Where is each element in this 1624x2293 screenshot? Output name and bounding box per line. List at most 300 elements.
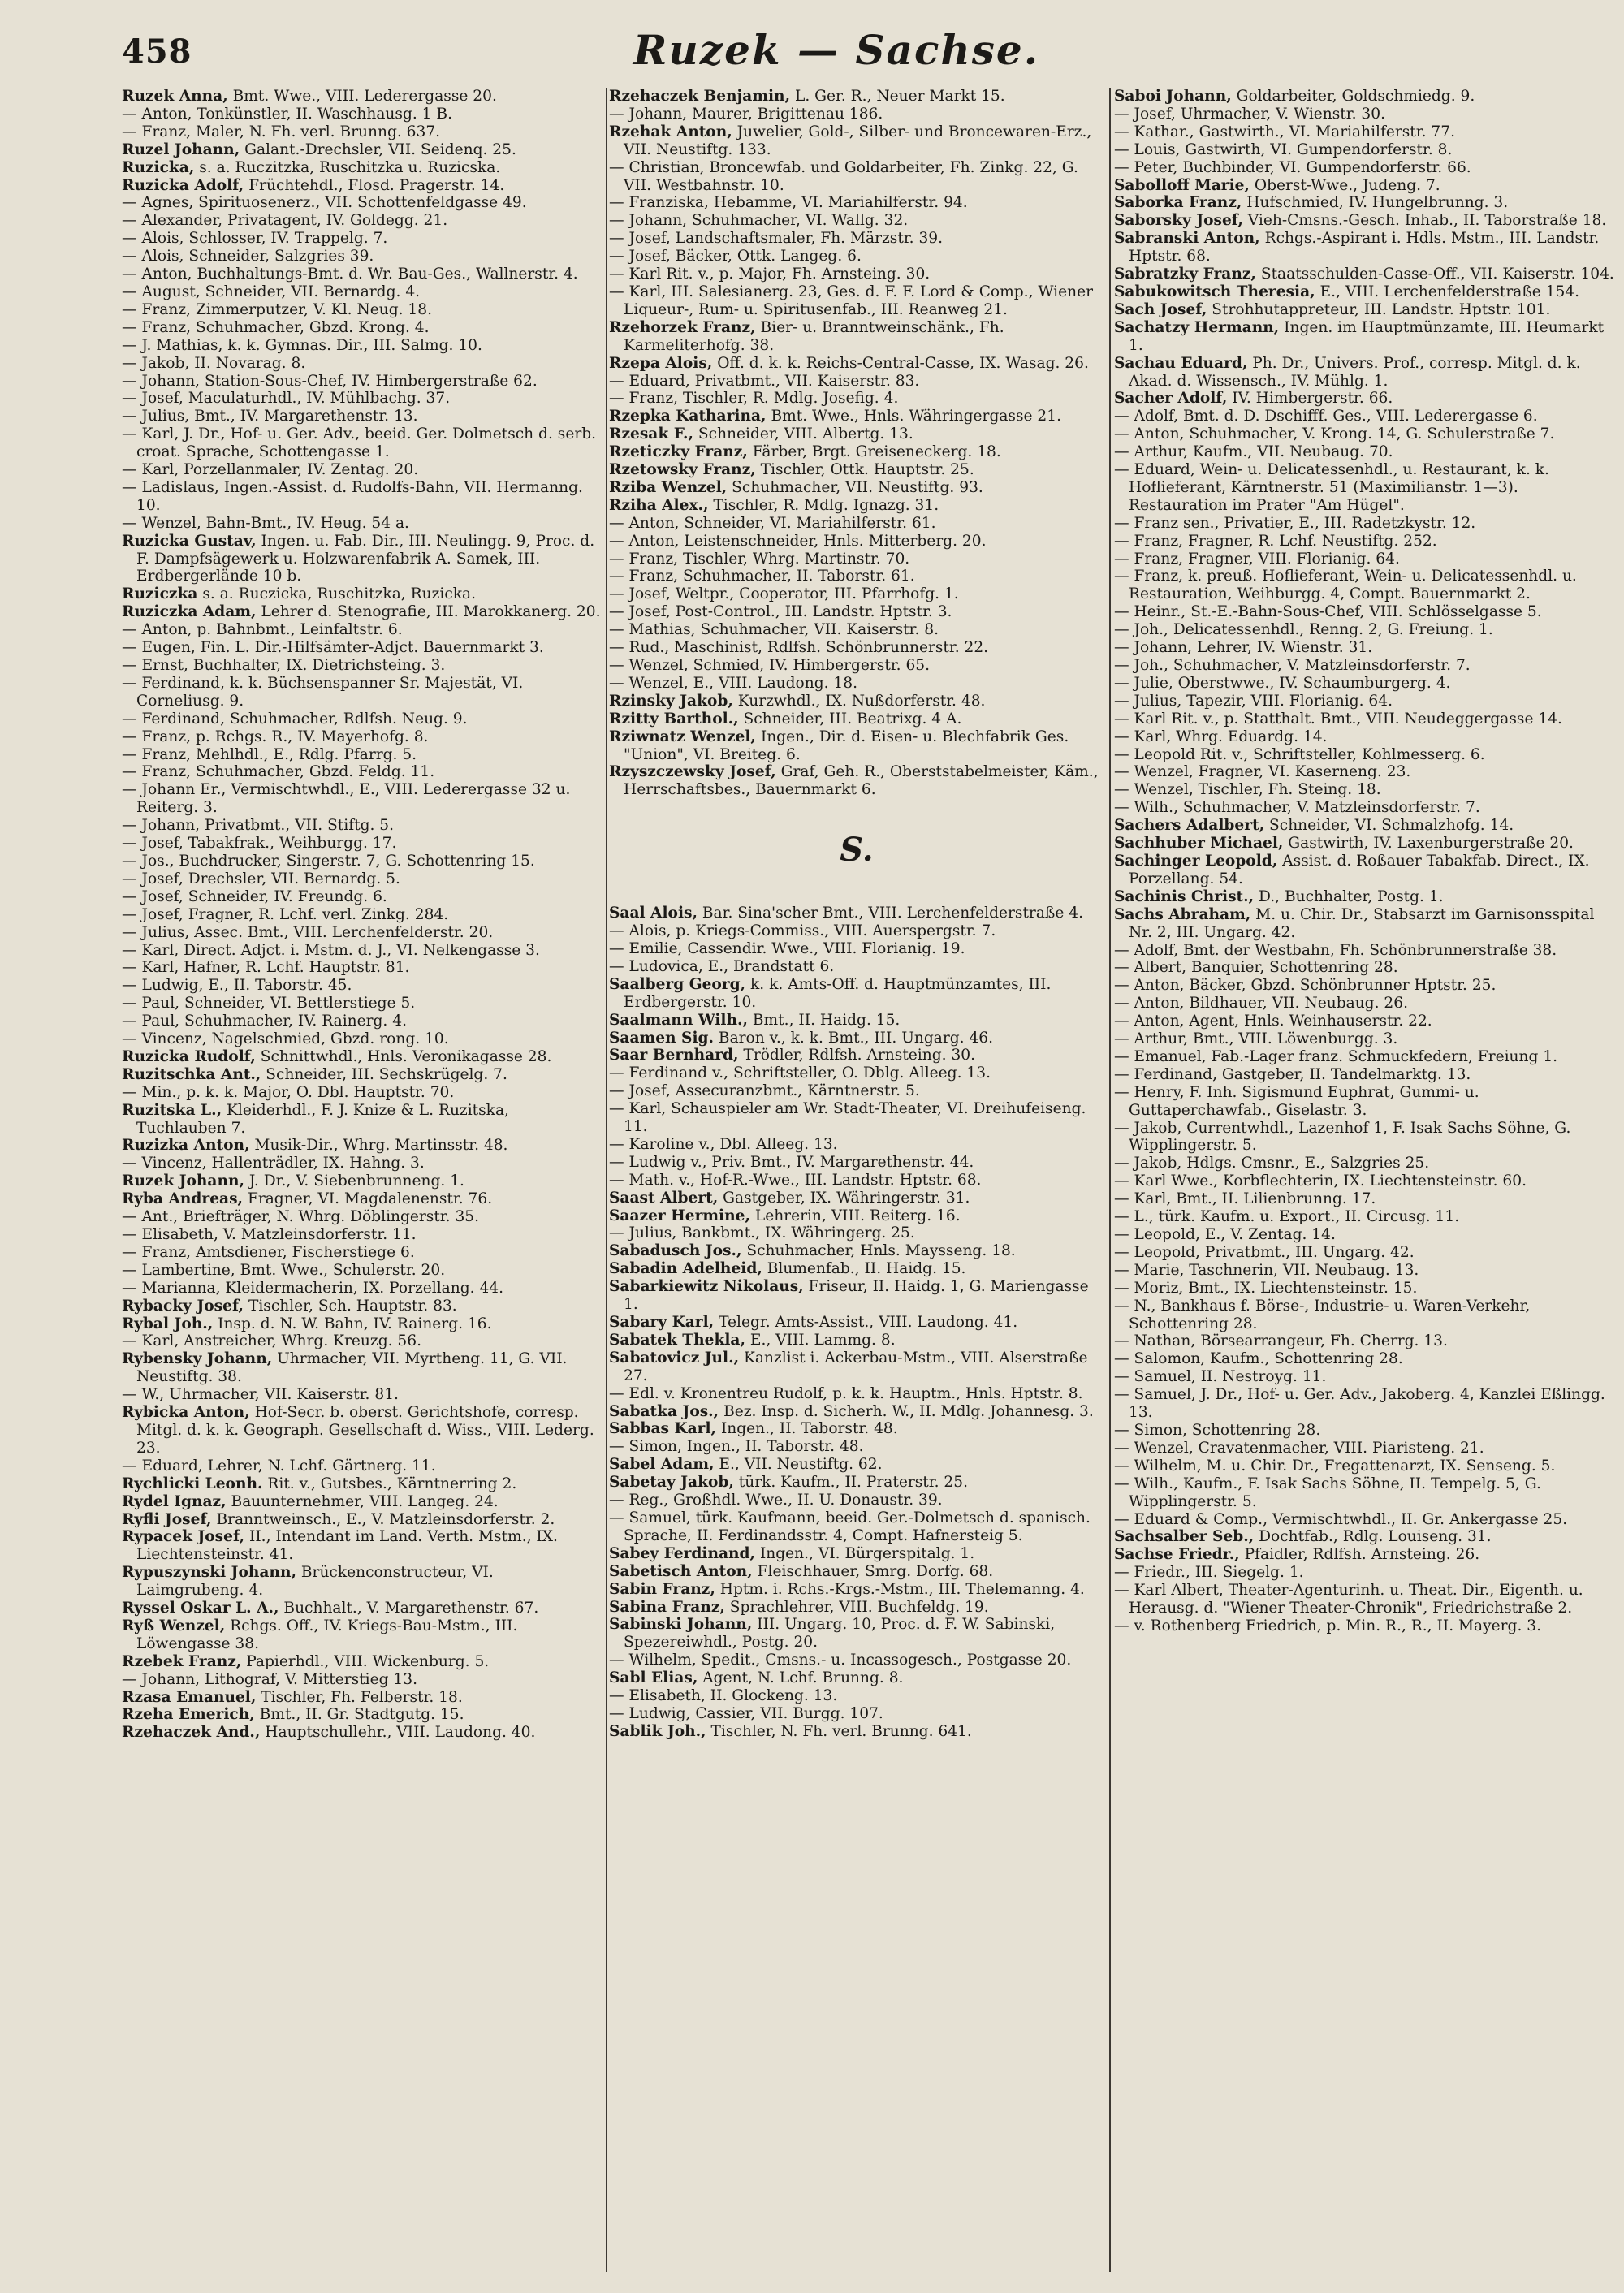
entry-details: Sprachlehrer, VIII. Buchfeldg. 19. [729,1598,989,1616]
entry-details: Telegr. Amts-Assist., VIII. Laudong. 41. [719,1314,1018,1331]
directory-entry [609,976,1104,1012]
directory-entry [1114,515,1618,533]
entry-details: Goldarbeiter, Goldschmiedg. 9. [1236,88,1475,105]
directory-entry [1114,1422,1618,1440]
entry-surname: Rzetowsky Franz, [609,461,756,479]
directory-entry [122,1155,603,1172]
directory-entry [609,230,1104,248]
directory-entry [122,870,603,888]
directory-entry [1114,461,1618,515]
entry-details: — Franz, Mehlhdl., E., Rdlg. Pfarrg. 5. [122,745,417,763]
directory-entry [609,1030,1104,1047]
directory-entry [1114,781,1618,799]
entry-details: — Anton, Bildhauer, VII. Neubaug. 26. [1114,995,1408,1013]
directory-entry [122,1528,603,1564]
directory-entry [122,977,603,995]
entry-details: — Jakob, Currentwhdl., Lazenhof 1, F. Isak Sachs Söhne, G. Wipplingerstr. 5. [1114,1119,1571,1155]
directory-entry [122,1386,603,1404]
entry-details: — Ferdinand, Gastgeber, II. Tandelmarktg. 13. [1114,1065,1471,1083]
directory-entry [609,1207,1104,1225]
directory-entry [609,1332,1104,1349]
entry-details: — Henry, F. Inh. Sigismund Euphrat, Gummi- u. Guttaperchawfab., Giselastr. 3. [1114,1083,1479,1119]
directory-entry [122,621,603,639]
directory-entry [122,817,603,835]
directory-entry [122,390,603,408]
entry-details: — Peter, Buchbinder, VI. Gumpendorferstr. 66. [1114,158,1471,176]
directory-entry [122,1048,603,1066]
directory-entry [609,1224,1104,1242]
entry-details: — Karl, Direct. Adjct. i. Mstm. d. J., VI. Nelkengasse 3. [122,941,540,959]
directory-entry [122,266,603,283]
entry-surname: Sabetisch Anton, [609,1562,753,1580]
entry-details: E., VII. Neustiftg. 62. [719,1456,883,1474]
entry-details: — Reg., Großhdl. Wwe., II. U. Donaustr. 39. [609,1492,943,1509]
directory-entry [122,781,603,817]
entry-details: Branntweinsch., E., V. Matzleinsdorferstr. 2. [216,1510,555,1528]
entry-details: — Ladislaus, Ingen.-Assist. d. Rudolfs-Bahn, VII. Hermanng. 10. [122,478,583,514]
directory-entry [1114,88,1618,106]
entry-details: — Math. v., Hof-R.-Wwe., III. Landstr. Hptstr. 68. [609,1171,982,1189]
entry-details: Tischler, Ottk. Hauptstr. 25. [760,461,974,479]
entry-details: Tischler, Sch. Hauptstr. 83. [248,1297,457,1315]
directory-entry [609,319,1104,355]
entry-details: — Franz, Tischler, R. Mdlg. Josefig. 4. [609,390,899,408]
directory-entry [609,1314,1104,1332]
entry-details: — Ludwig, Cassier, VII. Burgg. 107. [609,1704,883,1722]
directory-entry [609,1403,1104,1421]
directory-entry [1114,888,1618,906]
directory-entry [122,1137,603,1155]
directory-entry [1114,1190,1618,1208]
entry-details: — Edl. v. Kronentreu Rudolf, p. k. k. Hauptm., Hnls. Hptstr. 8. [609,1384,1083,1402]
directory-entry [609,1545,1104,1563]
directory-entry [609,693,1104,710]
entry-surname: Rypacek Josef, [122,1528,245,1546]
entry-details: Kanzlist i. Ackerbau-Mstm., VIII. Alserstraße 27. [624,1349,1088,1384]
entry-details: — Josef, Schneider, IV. Freundg. 6. [122,887,387,905]
entry-details: — Wenzel, Cravatenmacher, VIII. Piaristeng. 21. [1114,1439,1484,1457]
entry-details: — Karl, Hafner, R. Lchf. Hauptstr. 81. [122,959,410,977]
directory-entry [1114,746,1618,764]
entry-details: Bar. Sina'scher Bmt., VIII. Lerchenfelderstraße 4. [702,905,1083,922]
entry-details: E., VIII. Lammg. 8. [749,1331,896,1349]
directory-entry [609,551,1104,568]
entry-details: — Joh., Delicatessenhdl., Renng. 2, G. Freiung. 1. [1114,621,1493,639]
directory-entry [609,1599,1104,1617]
entry-surname: Rypuszynski Johann, [122,1564,296,1582]
entry-surname: Rybal Joh., [122,1315,214,1332]
entry-details: Musik-Dir., Whrg. Martinsstr. 48. [254,1137,508,1155]
entry-surname: Ruzicka Rudolf, [122,1047,256,1065]
entry-details: — Simon, Ingen., II. Taborstr. 48. [609,1438,864,1456]
directory-entry [122,159,603,177]
entry-details: — Anton, Buchhaltungs-Bmt. d. Wr. Bau-Ges., Wallnerstr. 4. [122,266,578,283]
entry-details: — Rud., Maschinist, Rdlfsh. Schönbrunnerstr. 22. [609,639,989,657]
directory-entry [1114,657,1618,675]
directory-entry [122,710,603,728]
directory-entry [609,1260,1104,1278]
entry-details: L. Ger. R., Neuer Markt 15. [794,88,1005,105]
directory-entry [609,515,1104,533]
directory-entry [122,533,603,586]
directory-entry [609,621,1104,639]
directory-entry [122,106,603,123]
entry-details: Rchgs.-Aspirant i. Hdls. Mstm., III. Landstr. Hptstr. 68. [1129,230,1600,266]
directory-entry [122,1475,603,1493]
directory-entry [122,1084,603,1102]
directory-entry [122,1030,603,1048]
directory-entry [122,461,603,479]
entry-details: — Vincenz, Nagelschmied, Gbzd. rong. 10. [122,1030,449,1048]
entry-details: — Elisabeth, II. Glockeng. 13. [609,1687,838,1705]
entry-details: — Leopold Rit. v., Schriftsteller, Kohlmesserg. 6. [1114,745,1485,763]
entry-surname: Saborsky Josef, [1114,212,1243,230]
entry-details: — Josef, Assecuranzbmt., Kärntnerstr. 5. [609,1082,920,1100]
entry-details: — Jakob, Hdlgs. Cmsnr., E., Salzgries 25. [1114,1155,1430,1172]
directory-entry [1114,551,1618,568]
entry-details: — Leopold, E., V. Zentag. 14. [1114,1226,1336,1243]
entry-surname: Sabatek Thekla, [609,1331,745,1349]
directory-entry [1114,1350,1618,1368]
entry-details: — Agnes, Spirituosenerz., VII. Schottenfeldgasse 49. [122,194,527,212]
entry-details: Ingen. u. Fab. Dir., III. Neulingg. 9, Proc. d. F. Dampfsägewerk u. Holzwarenfabrik A. Samek, III. Erdbergerlände 10 b. [136,532,595,585]
directory-entry [1114,621,1618,639]
directory-entry [122,123,603,141]
entry-details: Tischler, Fh. Felberstr. 18. [261,1688,463,1706]
directory-entry [1114,1440,1618,1457]
entry-details: Papierhdl., VIII. Wickenburg. 5. [246,1652,490,1670]
directory-entry [1114,693,1618,710]
entry-surname: Rzeha Emerich, [122,1706,255,1724]
directory-entry [1114,355,1618,391]
entry-details: Schneider, VI. Schmalzhofg. 14. [1269,817,1514,835]
entry-details: türk. Kaufm., II. Praterstr. 25. [738,1474,968,1492]
entry-surname: Sabbas Karl, [609,1420,717,1438]
entry-details: Schneider, III. Sechskrügelg. 7. [266,1065,508,1083]
directory-entry [609,1492,1104,1509]
directory-entry [609,1669,1104,1687]
directory-entry [122,906,603,924]
entry-surname: Sabratzky Franz, [1114,266,1256,283]
entry-details: — Wenzel, Bahn-Bmt., IV. Heug. 54 a. [122,514,409,532]
entry-details: — Wenzel, Tischler, Fh. Steing. 18. [1114,781,1381,799]
entry-details: Kleiderhdl., F. J. Knize & L. Ruzitska, Tuchlauben 7. [136,1101,509,1137]
directory-entry [609,585,1104,603]
entry-details: — L., türk. Kaufm. u. Export., II. Circusg. 11. [1114,1208,1460,1226]
entry-details: — Ferdinand v., Schriftsteller, O. Dblg. Alleeg. 13. [609,1064,991,1082]
entry-details: Schneider, III. Beatrixg. 4 A. [743,710,962,728]
entry-surname: Sachinger Leopold, [1114,852,1278,870]
directory-entry [122,1706,603,1724]
entry-details: — Marie, Taschnerin, VII. Neubaug. 13. [1114,1261,1419,1279]
directory-entry [1114,301,1618,319]
entry-surname: Rzepka Katharina, [609,408,767,425]
entry-details: — Karl, Bmt., II. Lilienbrunng. 17. [1114,1190,1376,1208]
entry-surname: Rziba Wenzel, [609,478,728,496]
directory-entry [122,675,603,710]
entry-surname: Rzyszczewsky Josef, [609,763,776,781]
directory-entry [609,940,1104,958]
entry-details: Ingen., II. Taborstr. 48. [720,1420,898,1438]
entry-details: II., Intendant im Land. Verth. Mstm., IX. Liechtensteinstr. 41. [136,1528,558,1564]
entry-details: — Franz, Maler, N. Fh. verl. Brunng. 637. [122,123,441,140]
directory-entry [1114,1030,1618,1048]
directory-entry [122,853,603,870]
entry-details: — Josef, Bäcker, Ottk. Langeg. 6. [609,248,862,266]
directory-entry [122,728,603,746]
entry-surname: Rzesak F., [609,425,693,443]
directory-entry [122,248,603,266]
directory-entry [1114,942,1618,960]
entry-details: Fragner, VI. Magdalenenstr. 76. [247,1190,493,1208]
entry-details: — Franz, k. preuß. Hoflieferant, Wein- u. Delicatessenhdl. u. Restauration, Weihburgg. 4, Compt. Bauernmarkt 2. [1114,568,1577,603]
entry-details: — Josef, Post-Control., III. Landstr. Hptstr. 3. [609,603,952,621]
entry-details: — Eduard, Lehrer, N. Lchf. Gärtnerg. 11. [122,1457,436,1475]
directory-entry [122,1190,603,1208]
entry-surname: Sachinis Christ., [1114,887,1255,905]
directory-entry [609,1242,1104,1260]
entry-surname: Saazer Hermine, [609,1207,750,1224]
entry-details: — Anton, Leistenschneider, Hnls. Mitterberg. 20. [609,532,987,550]
directory-entry [122,1671,603,1689]
entry-surname: Sabina Franz, [609,1598,725,1616]
column-divider-right [1109,88,1111,2272]
entry-surname: Rzitty Barthol., [609,710,739,728]
entry-details: Gastgeber, IX. Währingerstr. 31. [723,1189,970,1207]
directory-entry [1114,817,1618,835]
entry-details: M. u. Chir. Dr., Stabsarzt im Garnisonsspital Nr. 2, III. Ungarg. 42. [1129,905,1595,941]
entry-details: — Karl Albert, Theater-Agenturinh. u. Theat. Dir., Eigenth. u. Herausg. d. "Wiener Theater-Chronik", Friedrichstraße 2. [1114,1582,1583,1617]
directory-entry [122,301,603,319]
directory-entry [122,1404,603,1457]
entry-surname: Rziwnatz Wenzel, [609,728,756,745]
entry-details: Oberst-Wwe., Judeng. 7. [1254,176,1440,194]
entry-details: Rit. v., Gutsbes., Kärntnerring 2. [267,1475,517,1492]
entry-details: Gastwirth, IV. Laxenburgerstraße 20. [1288,835,1574,853]
entry-details: — Wenzel, E., VIII. Laudong. 18. [609,674,858,692]
entry-details: — Samuel, II. Nestroyg. 11. [1114,1368,1327,1386]
directory-entry [1114,1298,1618,1333]
entry-details: E., VIII. Lerchenfelderstraße 154. [1320,283,1580,300]
entry-details: — Johann Er., Vermischtwhdl., E., VIII. Lederergasse 32 u. Reiterg. 3. [122,781,571,817]
entry-details: Bmt. Wwe., Hnls. Währingergasse 21. [771,408,1062,425]
entry-details: — Jakob, II. Novarag. 8. [122,354,306,372]
directory-entry [609,1705,1104,1723]
entry-surname: Ruzicka Adolf, [122,176,244,194]
directory-entry [1114,853,1618,888]
directory-entry [1114,728,1618,746]
entry-details: — Karl, Whrg. Eduardg. 14. [1114,728,1328,745]
directory-entry [609,1474,1104,1492]
directory-entry [609,763,1104,799]
entry-surname: Sabukowitsch Theresia, [1114,283,1315,300]
directory-entry [122,283,603,301]
entry-details: — Julie, Oberstwwe., IV. Schaumburgerg. 4. [1114,674,1451,692]
entry-details: Baron v., k. k. Bmt., III. Ungarg. 46. [718,1029,994,1047]
directory-entry [1114,1528,1618,1546]
directory-entry [1114,390,1618,408]
directory-entry [1114,1120,1618,1155]
directory-entry [609,390,1104,408]
directory-entry [609,1136,1104,1154]
directory-entry [1114,1386,1618,1422]
section-letter-heading: S. [840,831,874,870]
directory-entry [609,1420,1104,1438]
directory-entry [609,479,1104,497]
entry-details: III. Ungarg. 10, Proc. d. F. W. Sabinski, Spezereiwhdl., Postg. 20. [624,1616,1056,1652]
entry-details: — Min., p. k. k. Major, O. Dbl. Hauptstr. 70. [122,1083,455,1101]
entry-surname: Sablik Joh., [609,1722,706,1740]
entry-surname: Rzehaczek Benjamin, [609,88,791,105]
directory-entry [609,1012,1104,1030]
directory-entry [1114,123,1618,141]
entry-details: Lehrer d. Stenografie, III. Marokkanerg. 20. [261,603,601,621]
entry-details: s. a. Ruczicka, Ruschitzka, Ruzicka. [202,585,477,603]
entry-details: s. a. Ruczitzka, Ruschitzka u. Ruzicska. [199,158,501,176]
entry-details: — Karl, Anstreicher, Whrg. Kreuzg. 56. [122,1332,421,1350]
entry-details: — Julius, Assec. Bmt., VIII. Lerchenfelderstr. 20. [122,923,494,941]
directory-entry [1114,408,1618,425]
entry-surname: Rybacky Josef, [122,1297,244,1315]
entry-surname: Sachatzy Hermann, [1114,318,1280,336]
entry-surname: Ryssel Oskar L. A., [122,1600,279,1617]
directory-entry [122,1244,603,1262]
entry-surname: Saast Albert, [609,1189,719,1207]
entry-details: Schneider, VIII. Albertg. 13. [698,425,914,443]
entry-details: — Karl Rit. v., p. Major, Fh. Arnsteing. 30. [609,266,931,283]
entry-surname: Sabolloff Marie, [1114,176,1250,194]
entry-details: — Wilh., Schuhmacher, V. Matzleinsdorferstr. 7. [1114,799,1480,817]
directory-entry [122,746,603,764]
directory-entry [122,639,603,657]
directory-entry [609,675,1104,693]
directory-entry [609,728,1104,764]
entry-details: — Emanuel, Fab.-Lager franz. Schmuckfedern, Freiung 1. [1114,1047,1558,1065]
entry-surname: Ruzizka Anton, [122,1137,250,1155]
entry-details: — Josef, Maculaturhdl., IV. Mühlbachg. 37. [122,390,451,408]
entry-details: Bez. Insp. d. Sicherh. W., II. Mdlg. Johannesg. 3. [723,1402,1094,1420]
directory-entry [609,1278,1104,1314]
entry-surname: Saar Bernhard, [609,1047,739,1064]
entry-details: — Leopold, Privatbmt., III. Ungarg. 42. [1114,1243,1415,1261]
entry-details: Pfaidler, Rdlfsh. Arnsteing. 26. [1244,1546,1480,1564]
directory-entry [1114,212,1618,230]
directory-entry [122,1600,603,1617]
entry-details: Dochtfab., Rdlg. Louiseng. 31. [1259,1528,1492,1546]
entry-details: — Alexander, Privatagent, IV. Goldegg. 21. [122,212,448,230]
entry-details: — Samuel, J. Dr., Hof- u. Ger. Adv., Jakoberg. 4, Kanzlei Eßlingg. 13. [1114,1386,1605,1422]
directory-entry [609,159,1104,195]
entry-details: — N., Bankhaus f. Börse-, Industrie- u. Waren-Verkehr, Schottenring 28. [1114,1297,1531,1332]
entry-surname: Ryba Andreas, [122,1190,244,1208]
entry-details: Assist. d. Roßauer Tabakfab. Direct., IX. Porzellang. 54. [1129,852,1590,887]
entry-details: — Franz, Schuhmacher, II. Taborstr. 61. [609,568,915,585]
entry-details: — Franz, Zimmerputzer, V. Kl. Neug. 18. [122,300,433,318]
entry-details: — Salomon, Kaufm., Schottenring 28. [1114,1350,1403,1368]
entry-surname: Saborka Franz, [1114,194,1242,212]
directory-entry [1114,443,1618,461]
entry-details: — Franz, Schuhmacher, Gbzd. Krong. 4. [122,318,430,336]
entry-details: Off. d. k. k. Reichs-Central-Casse, IX. Wasag. 26. [717,354,1089,372]
entry-details: — Joh., Schuhmacher, V. Matzleinsdorferstr. 7. [1114,657,1471,674]
directory-entry [122,1350,603,1386]
directory-entry [1114,1244,1618,1262]
entry-details: — Wenzel, Schmied, IV. Himbergerstr. 65. [609,657,931,674]
entry-surname: Sabinski Johann, [609,1616,753,1634]
entry-details: — Kathar., Gastwirth., VI. Mariahilferstr. 77. [1114,123,1456,140]
entry-details: — Josef, Landschaftsmaler, Fh. Märzstr. 39. [609,230,944,248]
entry-details: — Karl, Porzellanmaler, IV. Zentag. 20. [122,461,419,479]
directory-entry [609,1082,1104,1100]
directory-entry [609,1723,1104,1741]
directory-entry [1114,1013,1618,1030]
directory-entry [122,763,603,781]
entry-details: Bmt., II. Haidg. 15. [752,1011,901,1029]
entry-details: — Alois, Schlosser, IV. Trappelg. 7. [122,230,388,248]
directory-entry [1114,1475,1618,1511]
entry-details: — Jos., Buchdrucker, Singerstr. 7, G. Schottenring 15. [122,852,535,870]
entry-surname: Sacher Adolf, [1114,390,1228,408]
directory-entry [609,1438,1104,1456]
directory-entry [1114,141,1618,159]
directory-entry [609,1616,1104,1652]
page-number: 458 [122,32,192,71]
directory-entry [1114,230,1618,266]
entry-details: — Mathias, Schuhmacher, VII. Kaiserstr. 8. [609,621,939,639]
entry-details: — Arthur, Bmt., VIII. Löwenburgg. 3. [1114,1030,1398,1048]
directory-entry [122,1102,603,1138]
entry-details: Hauptschullehr., VIII. Laudong. 40. [265,1724,536,1742]
entry-surname: Rzehaczek And., [122,1724,261,1742]
entry-surname: Ruzek Anna, [122,88,228,105]
entry-details: — Adolf, Bmt. der Westbahn, Fh. Schönbrunnerstraße 38. [1114,941,1557,959]
entry-details: — Franz, Schuhmacher, Gbzd. Feldg. 11. [122,763,435,781]
entry-details: — Johann, Maurer, Brigittenau 186. [609,105,883,123]
entry-details: Trödler, Rdlfsh. Arnsteing. 30. [743,1047,976,1064]
entry-details: — Ernst, Buchhalter, IX. Dietrichsteing. 3. [122,657,446,674]
entry-surname: Ruzek Johann, [122,1172,244,1190]
directory-entry [122,1208,603,1226]
directory-entry [1114,995,1618,1013]
entry-details: Buchhalt., V. Margarethenstr. 67. [283,1600,539,1617]
directory-entry [122,1724,603,1742]
entry-details: Ingen., Dir. d. Eisen- u. Blechfabrik Ges. "Union", VI. Breiteg. 6. [624,728,1069,763]
entry-details: — Karl Rit. v., p. Statthalt. Bmt., VIII. Neudeggergasse 14. [1114,710,1562,728]
entry-details: — Ludwig, E., II. Taborstr. 45. [122,977,352,995]
directory-entry [122,1262,603,1280]
entry-surname: Saboi Johann, [1114,88,1232,105]
directory-entry [1114,425,1618,443]
directory-entry [122,194,603,212]
entry-details: Ingen., VI. Bürgerspitalg. 1. [759,1544,975,1562]
entry-details: — Anton, Schneider, VI. Mariahilferstr. 61. [609,514,936,532]
directory-entry [122,1617,603,1653]
entry-details: — Franz sen., Privatier, E., III. Radetzkystr. 12. [1114,514,1476,532]
entry-details: — Samuel, türk. Kaufmann, beeid. Ger.-Dolmetsch d. spanisch. Sprache, II. Ferdinandsstr. 4, Compt. Hafnersteig 5. [609,1509,1091,1544]
entry-details: Strohhutappreteur, III. Landstr. Hptstr. 101. [1212,300,1551,318]
entry-surname: Ruzitschka Ant., [122,1065,261,1083]
directory-entry [609,1172,1104,1190]
entry-details: Agent, N. Lchf. Brunng. 8. [702,1669,904,1687]
entry-details: Brückenconstructeur, VI. Laimgrubeng. 4. [136,1564,494,1600]
entry-details: — Johann, Station-Sous-Chef, IV. Himbergerstraße 62. [122,372,538,390]
directory-entry [1114,1262,1618,1280]
entry-surname: Ruziczka Adam, [122,603,257,621]
entry-details: — Eduard, Privatbmt., VII. Kaiserstr. 83. [609,372,920,390]
directory-entry [609,1385,1104,1403]
entry-surname: Rzepa Alois, [609,354,713,372]
entry-details: — Franz, Amtsdiener, Fischerstiege 6. [122,1243,415,1261]
